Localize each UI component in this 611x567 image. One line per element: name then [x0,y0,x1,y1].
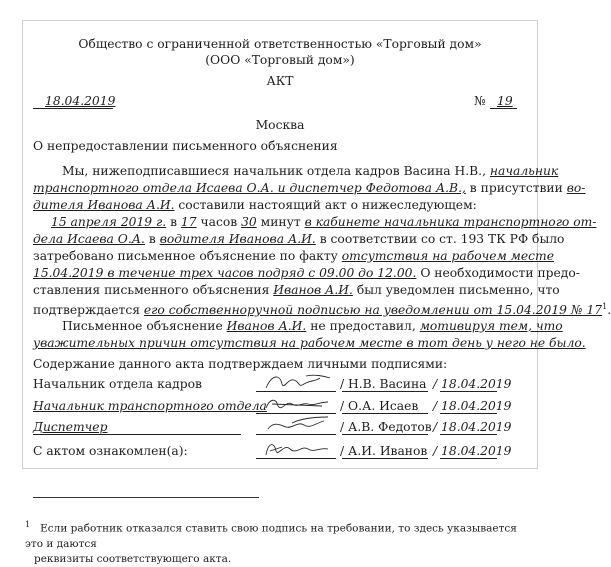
signature-date: / 18.04.2019 [433,377,512,391]
p2-line1: 15 апреля 2019 г. в 17 часов 30 минут в кабинете начальника транспортного от- [51,215,597,229]
handwritten-signature [262,413,334,437]
signature-date: / 18.04.2019 [433,444,512,458]
name-underline [342,458,428,459]
signature-role: Диспетчер [33,420,108,434]
p2-line6: подтверждается его собственноручной подписью на уведомлении от 15.04.2019 № $17^1$. [33,302,611,318]
name-underline [342,413,428,414]
footnote-line1: $^1$ Если работник отказался ставить свою подпись на требовании, то здесь указывается это и даются [25,520,517,550]
date-underline [440,391,497,392]
handwritten-signature [262,370,334,394]
name-underline [342,391,428,392]
number-underline [490,108,517,109]
footnote-ref: 1 [602,302,608,311]
act-number-label: № [474,94,486,108]
name-underline [342,434,428,435]
p3-line1: Письменное объяснение Иванов А.И. не предоставил, мотивируя тем, что [62,319,563,333]
p2-line3: затребовано письменное объяснение по факту отсутствия на рабочем месте [33,249,554,263]
act-subject: О непредоставлении письменного объяснения [33,139,338,153]
handwritten-signature [262,437,334,461]
p2-line2: дела Исаева О.А. в водителя Иванова А.И. в соответствии со ст. 193 ТК РФ было [33,232,565,246]
signature-date: / 18.04.2019 [433,399,512,413]
p3-line2: уважительных причин отсутствия на рабочем месте в тот день у него не было. [33,336,586,350]
p1-line2: транспортного отдела Исаева О.А. и диспетчер Федотова А.В., в присутствии во- [33,181,586,195]
signatory-name: / А.В. Федотов [340,420,432,434]
signatory-name: / О.А. Исаев [340,399,419,413]
act-number: 19 [497,94,513,108]
document-type: АКТ [266,74,294,88]
signature-role: Начальник отдела кадров [33,377,202,391]
signatory-name: / А.И. Иванов [340,444,428,458]
signature-role: С актом ознакомлен(а): [33,444,188,458]
p1-line1: Мы, нижеподписавшиеся начальник отдела кадров Васина Н.В., начальник [62,164,559,178]
company-full-name: Общество с ограниченной ответственностью «Торговый дом» [78,37,482,51]
date-underline [440,413,497,414]
date-underline [33,108,113,109]
footnote-divider [33,497,259,498]
signatory-name: / Н.В. Васина [340,377,427,391]
date-underline [440,458,497,459]
p2-line4: 15.04.2019 в течение трех часов подряд с 09.00 до 12.00. О необходимости предо- [33,266,580,280]
role-underline [33,434,241,435]
signature-role: Начальник транспортного отдела [33,399,267,413]
date-underline [440,434,497,435]
act-date: 18.04.2019 [45,94,116,108]
confirm-line: Содержание данного акта подтверждаем личными подписями: [33,357,448,371]
signature-date: / 18.04.2019 [433,420,512,434]
company-short-name: (ООО «Торговый дом») [205,53,355,67]
city: Москва [255,118,305,132]
p2-line5: ставления письменного объяснения Иванов А.И. был уведомлен письменно, что [33,283,560,297]
p1-line3: дителя Иванова А.И. составили настоящий акт о нижеследующем: [33,198,477,212]
footnote [25,517,537,567]
footnote-line2: реквизиты соответствующего акта. [34,552,232,565]
